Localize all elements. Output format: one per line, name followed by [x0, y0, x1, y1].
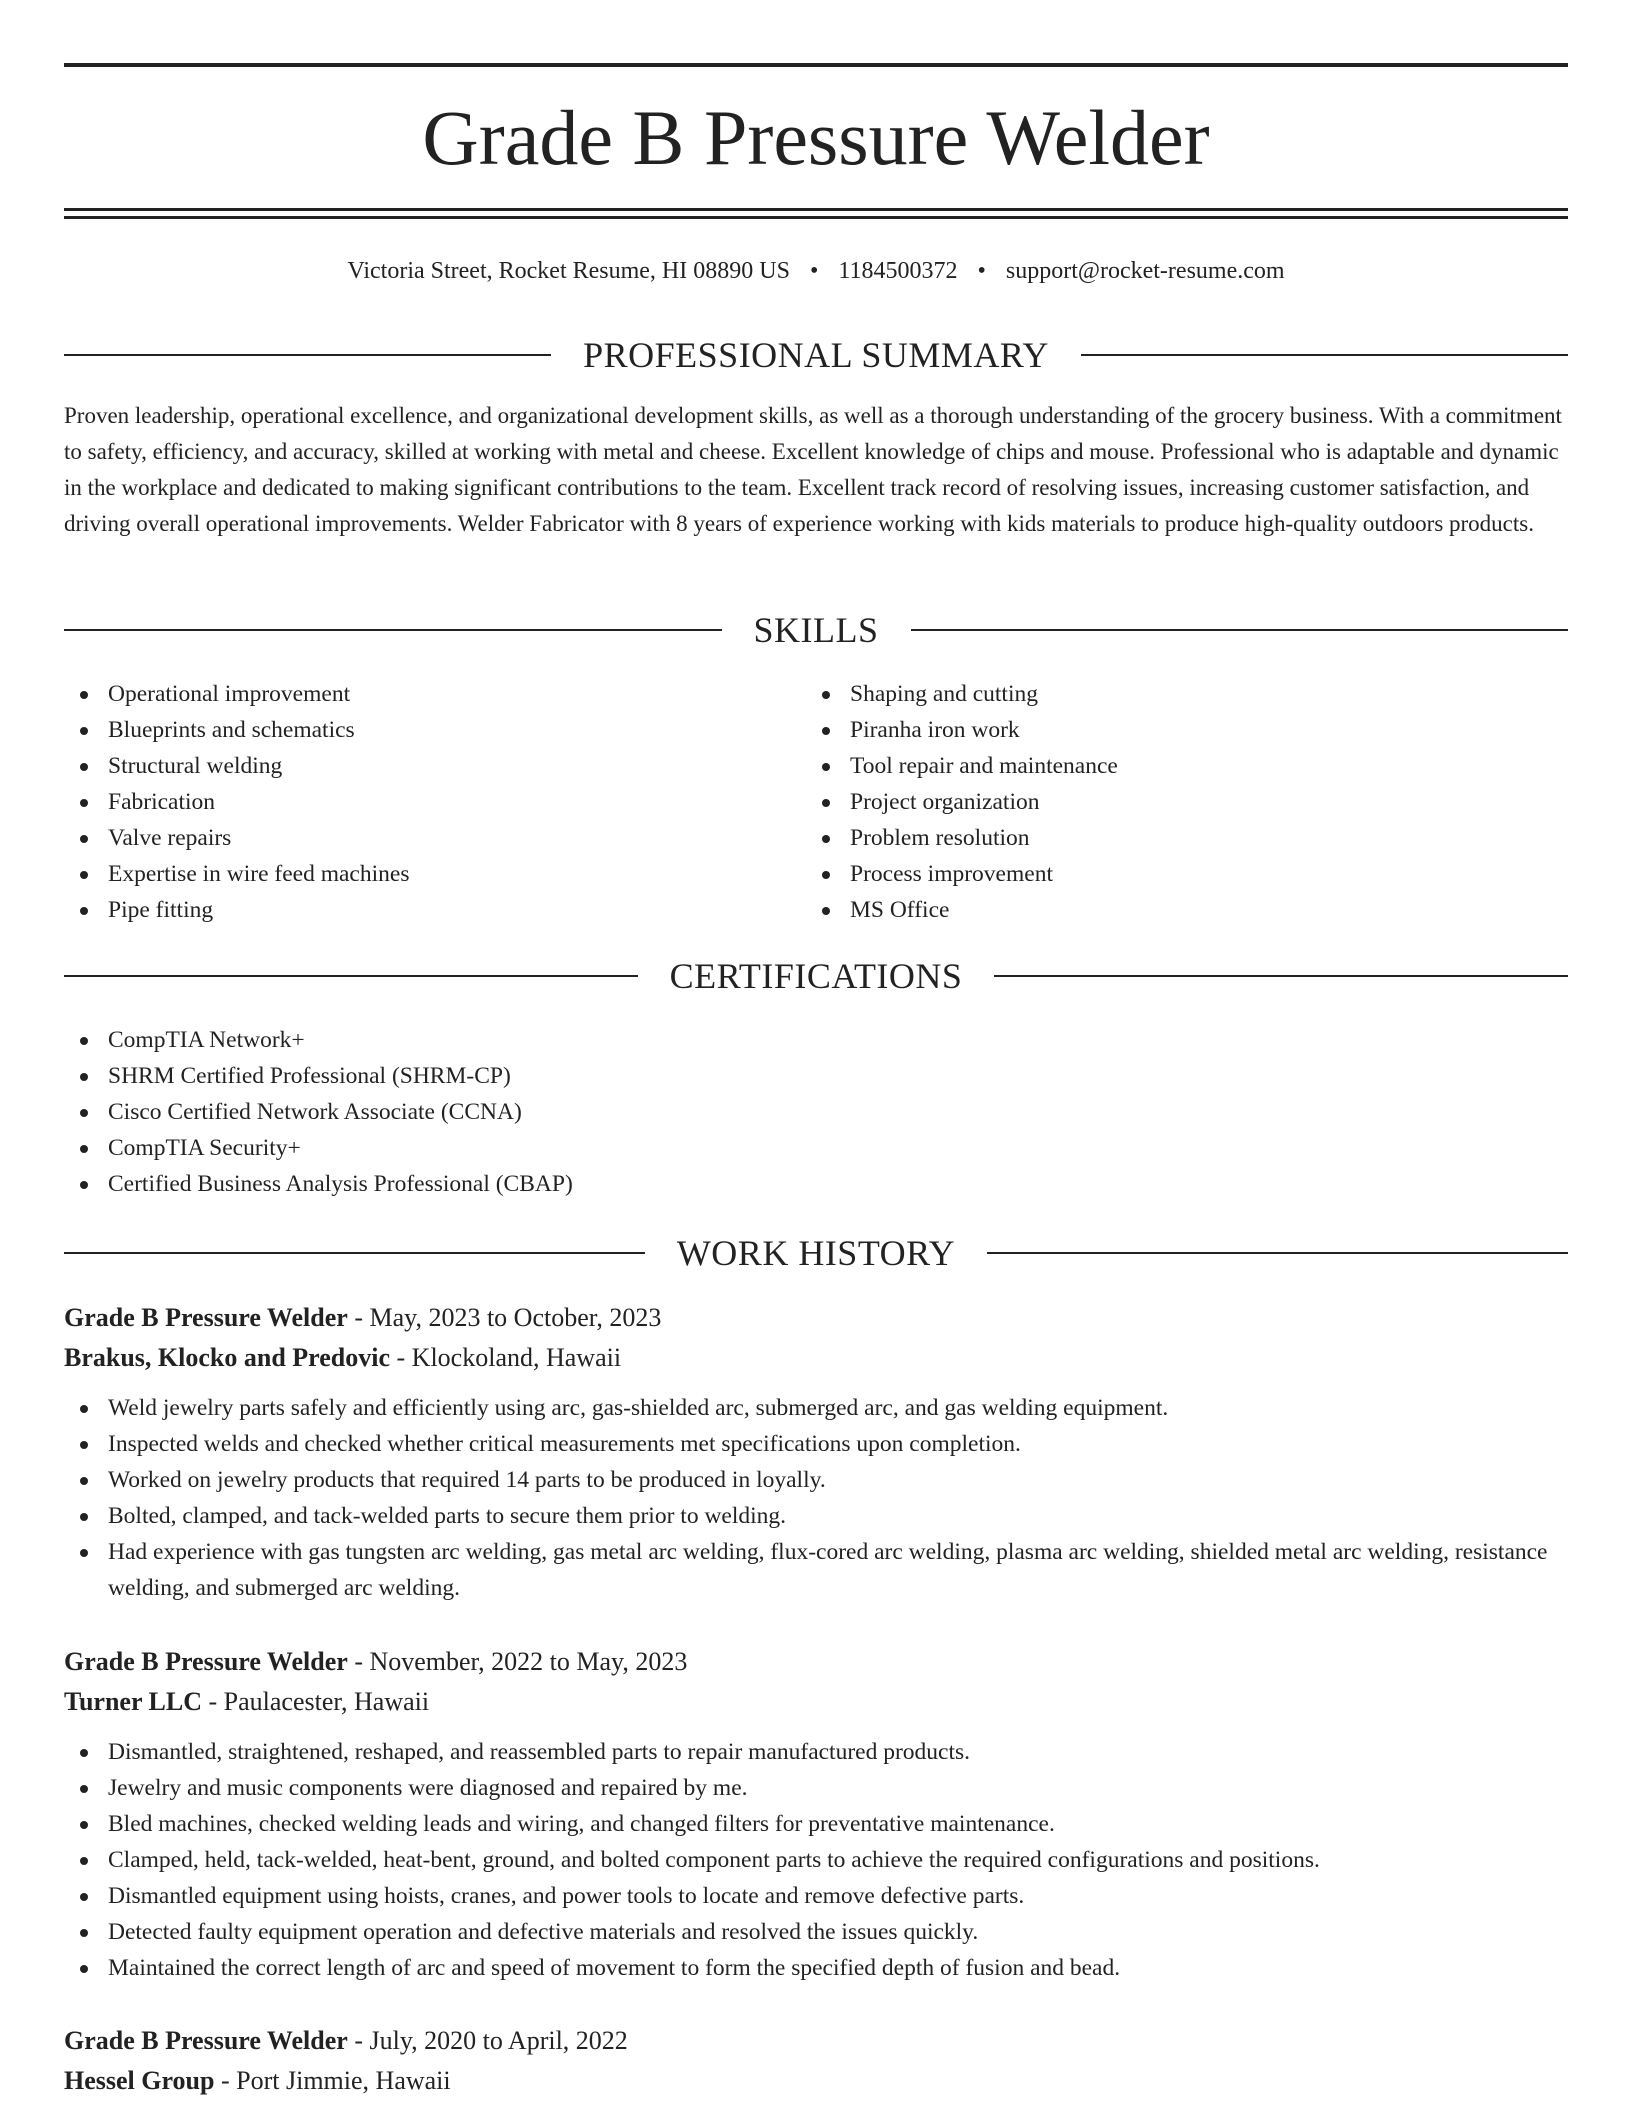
header-double-rule-lower: [64, 216, 1568, 219]
section-title: PROFESSIONAL SUMMARY: [583, 335, 1049, 375]
list-item: Had experience with gas tungsten arc welding, gas metal arc welding, flux-cored arc welding, plasma arc welding, shielded metal arc welding, resistance welding, and submerged arc welding.: [64, 1534, 1568, 1606]
list-item: Certified Business Analysis Professional (CBAP): [64, 1166, 1568, 1202]
contact-address: Victoria Street, Rocket Resume, HI 08890 US: [347, 258, 790, 284]
list-item: Problem resolution: [806, 820, 1546, 856]
section-heading-certifications: [64, 954, 1568, 998]
contact-phone: 1184500372: [838, 258, 958, 284]
heading-rule: [64, 1252, 645, 1254]
certifications-list: [64, 1022, 1568, 1202]
section-heading-skills: [64, 608, 1568, 652]
list-item: Fabrication: [64, 784, 804, 820]
job-bullets: [64, 1734, 1568, 1986]
list-item: Blueprints and schematics: [64, 712, 804, 748]
list-item: Structural welding: [64, 748, 804, 784]
list-item: Expertise in wire feed machines: [64, 856, 804, 892]
contact-separator: •: [809, 258, 819, 284]
list-item: Jewelry and music components were diagnosed and repaired by me.: [64, 1770, 1568, 1806]
section-heading-work-history: [64, 1231, 1568, 1275]
job-title-line: [64, 2021, 1568, 2061]
list-item: Maintained the correct length of arc and speed of movement to form the specified depth of fusion and bead.: [64, 1950, 1568, 1986]
heading-rule: [911, 629, 1569, 631]
job-entry: [64, 1298, 1568, 1606]
list-item: SHRM Certified Professional (SHRM-CP): [64, 1058, 1568, 1094]
list-item: CompTIA Security+: [64, 1130, 1568, 1166]
job-title: Grade B Pressure Welder: [64, 1303, 348, 1332]
list-item: Bolted, clamped, and tack-welded parts to secure them prior to welding.: [64, 1498, 1568, 1534]
job-entry: [64, 1642, 1568, 1986]
list-item: Shaping and cutting: [806, 676, 1546, 712]
contact-separator: •: [977, 258, 986, 284]
job-title-line: [64, 1298, 1568, 1338]
list-item: Operational improvement: [64, 676, 804, 712]
job-location: - Paulacester, Hawaii: [202, 1687, 430, 1716]
list-item: MS Office: [806, 892, 1546, 928]
job-company: Turner LLC: [64, 1687, 202, 1716]
job-company: Hessel Group: [64, 2066, 215, 2095]
job-dates: - July, 2020 to April, 2022: [347, 2026, 628, 2055]
heading-rule: [64, 975, 638, 977]
list-item: Bled machines, checked welding leads and wiring, and changed filters for preventative maintenance.: [64, 1806, 1568, 1842]
list-item: Tool repair and maintenance: [806, 748, 1546, 784]
list-item: Worked on jewelry products that required 14 parts to be produced in loyally.: [64, 1462, 1568, 1498]
heading-rule: [987, 1252, 1568, 1254]
list-item: Weld jewelry parts safely and efficiently using arc, gas-shielded arc, submerged arc, and gas welding equipment.: [64, 1390, 1568, 1426]
heading-rule: [994, 975, 1568, 977]
summary-text: Proven leadership, operational excellence, and organizational development skills, as well as a thorough understanding of the grocery business. With a commitment to safety, efficiency, and accuracy, skilled at working with metal and cheese. Excellent knowledge of chips and mouse. Professional who is adaptable and dynamic in the workplace and dedicated to making significant contributions to the team. Excellent track record of resolving issues, increasing customer satisfaction, and driving overall operational improvements. Welder Fabricator with 8 years of experience working with kids materials to produce high-quality outdoors products.: [64, 403, 1562, 536]
list-item: Valve repairs: [64, 820, 804, 856]
list-item: Project organization: [806, 784, 1546, 820]
job-title-line: [64, 1642, 1568, 1682]
job-title: Grade B Pressure Welder: [64, 1647, 348, 1676]
top-rule: [64, 63, 1568, 67]
list-item: Cisco Certified Network Associate (CCNA): [64, 1094, 1568, 1130]
section-title: CERTIFICATIONS: [669, 956, 963, 996]
job-entry: [64, 2021, 1568, 2101]
list-item: CompTIA Network+: [64, 1022, 1568, 1058]
list-item: Clamped, held, tack-welded, heat-bent, ground, and bolted component parts to achieve the required configurations and positions.: [64, 1842, 1568, 1878]
contact-email: support@rocket-resume.com: [1005, 258, 1285, 284]
section-title: WORK HISTORY: [676, 1233, 956, 1273]
skills-list-right: [806, 676, 1546, 928]
list-item: Inspected welds and checked whether critical measurements met specifications upon completion.: [64, 1426, 1568, 1462]
section-heading-summary: [64, 333, 1568, 377]
job-bullets: [64, 1390, 1568, 1606]
job-company: Brakus, Klocko and Predovic: [64, 1343, 391, 1372]
resume-name-title: Grade B Pressure Welder: [422, 94, 1210, 181]
job-company-line: [64, 2061, 1568, 2101]
job-location: - Port Jimmie, Hawaii: [214, 2066, 451, 2095]
job-title: Grade B Pressure Welder: [64, 2026, 348, 2055]
job-company-line: [64, 1682, 1568, 1722]
job-dates: - May, 2023 to October, 2023: [347, 1303, 662, 1332]
job-dates: - November, 2022 to May, 2023: [347, 1647, 688, 1676]
heading-rule: [64, 354, 551, 356]
heading-rule: [1081, 354, 1568, 356]
list-item: Pipe fitting: [64, 892, 804, 928]
list-item: Process improvement: [806, 856, 1546, 892]
contact-line: [64, 254, 1568, 288]
list-item: Detected faulty equipment operation and defective materials and resolved the issues quickly.: [64, 1914, 1568, 1950]
list-item: Dismantled, straightened, reshaped, and reassembled parts to repair manufactured products.: [64, 1734, 1568, 1770]
list-item: Piranha iron work: [806, 712, 1546, 748]
job-company-line: [64, 1338, 1568, 1378]
section-title: SKILLS: [753, 610, 879, 650]
job-location: - Klockoland, Hawaii: [390, 1343, 622, 1372]
heading-rule: [64, 629, 722, 631]
skills-list-left: [64, 676, 804, 928]
header-double-rule-upper: [64, 208, 1568, 211]
list-item: Dismantled equipment using hoists, cranes, and power tools to locate and remove defective parts.: [64, 1878, 1568, 1914]
